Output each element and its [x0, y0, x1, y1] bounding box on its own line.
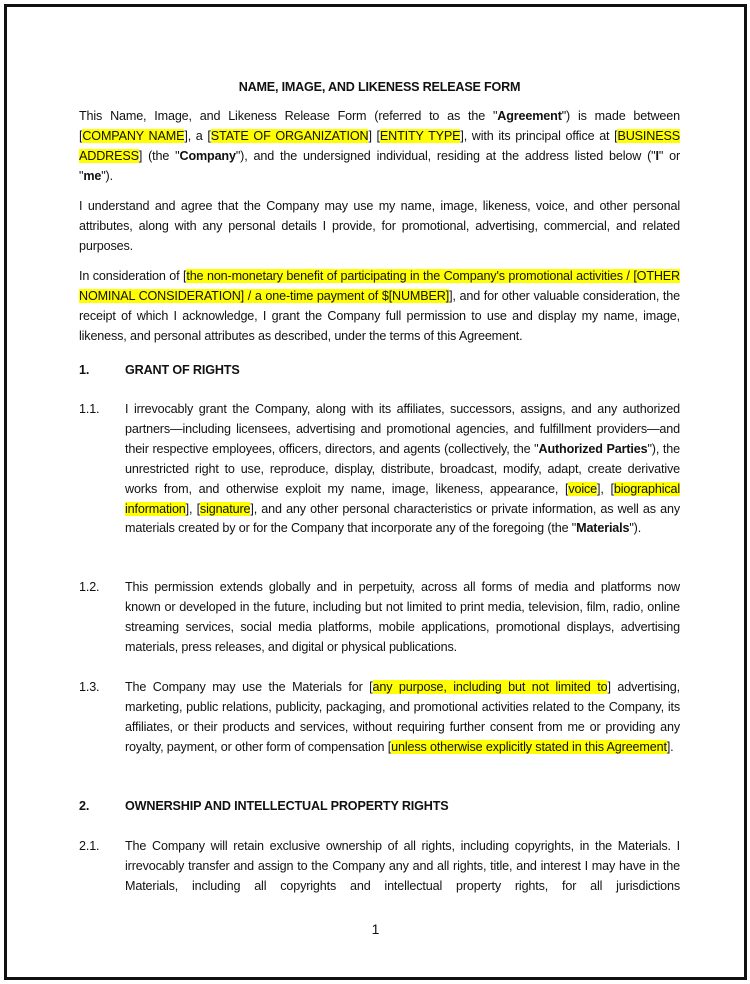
placeholder-voice: voice [568, 481, 598, 496]
text-run: "), the unrestricted right to use, reproduce, display, distribute, broadcast, modify, adapt, create derivative works from, and otherwise exploit my name, image, likeness, appearance, [ [125, 441, 680, 496]
placeholder-company-name: COMPANY NAME [82, 128, 185, 143]
text-run: ] [ [368, 128, 380, 143]
text-run: ], and for other valuable consideration, the receipt of which I acknowledge, I grant the Company full permission to use and display my name, image, likeness, and personal attributes as described, under the terms of this Agreement. [79, 288, 680, 343]
text-run: ], with its principal office at [ [460, 128, 618, 143]
section-title: OWNERSHIP AND INTELLECTUAL PROPERTY RIGHTS [125, 799, 449, 813]
clause-number: 1.1. [79, 402, 100, 416]
document-page [4, 4, 747, 980]
text-run: "). [629, 521, 642, 536]
text-run: The Company may use the Materials for [ [125, 680, 373, 694]
clause-body [125, 400, 680, 539]
intro-paragraph-parties [79, 107, 680, 187]
section-number: 1. [79, 363, 90, 377]
text-run: ], [ [597, 481, 614, 496]
placeholder-business-address: BUSINESS ADDRESS [79, 128, 680, 163]
placeholder-state-of-organization: STATE OF ORGANIZATION [210, 128, 369, 143]
text-run: " or " [79, 148, 681, 183]
clause-body: This permission extends globally and in perpetuity, across all forms of media and platforms now known or developed in the future, including but not limited to print media, television, film, radio, online streaming services, social media platforms, mobile applications, promotional displays, advertising materials, press releases, and digital or physical publications. [125, 580, 680, 654]
text-run: I irrevocably grant the Company, along with its affiliates, successors, assigns, and any authorized partners—including licensees, advertising and promotional agencies, and fulfillment providers—and their respective employees, officers, directors, and agents (collectively, the " [125, 402, 680, 456]
section-title: GRANT OF RIGHTS [125, 363, 240, 377]
placeholder-biographical-information: biographical information [125, 481, 680, 516]
text-run: ] (the " [138, 148, 180, 163]
intro-paragraph-consideration [79, 267, 680, 347]
defined-term-me: me [83, 168, 102, 183]
text-run: "). [101, 168, 113, 183]
text-run: ") is made between [ [79, 109, 680, 143]
clause-number: 1.2. [79, 580, 100, 594]
defined-term-materials: Materials [576, 521, 630, 536]
placeholder-entity-type: ENTITY TYPE [379, 128, 461, 143]
text-run: ], a [ [184, 128, 211, 143]
defined-term-agreement: Agreement [497, 109, 562, 123]
placeholder-consideration: the non-monetary benefit of participating in the Company's promotional activities / [OTHER NOMINAL CONSIDERATION] / a one-time payment of $[NUMBER] [79, 269, 681, 303]
defined-term-i: I [655, 148, 659, 163]
document-title: NAME, IMAGE, AND LIKENESS RELEASE FORM [238, 80, 521, 94]
placeholder-signature: signature [199, 501, 251, 516]
placeholder-unless-stated: unless otherwise explicitly stated in this Agreement [391, 739, 667, 754]
text-run: ]. [666, 739, 674, 754]
text-run: This Name, Image, and Likeness Release Form (referred to as the " [79, 109, 498, 123]
clause-body: The Company will retain exclusive ownership of all rights, including copyrights, in the Materials. I irrevocably transfer and assign to the Company any and all rights, title, and interest I may have in the Materials, including all copyrights and intellectual property rights, for all jurisdictions [125, 839, 680, 893]
clause-number: 1.3. [79, 680, 100, 694]
text-run: ], and any other personal characteristics or private information, as well as any materials created by or for the Company that incorporate any of the foregoing (the " [125, 501, 680, 536]
page-number: 1 [371, 921, 380, 937]
text-run: "), and the undersigned individual, residing at the address listed below (" [235, 148, 656, 163]
defined-term-authorized-parties: Authorized Parties [538, 441, 648, 456]
intro-paragraph-understanding: I understand and agree that the Company may use my name, image, likeness, voice, and other personal attributes, along with any personal details I provide, for promotional, advertising, commercial, and related purposes. [79, 199, 680, 253]
clause-number: 2.1. [79, 839, 100, 853]
text-run: ] advertising, marketing, public relations, publicity, packaging, and promotional activities related to the Company, its affiliates, or their products and services, without requiring further consent from me or providing any royalty, payment, or other form of compensation [ [125, 680, 680, 754]
section-number: 2. [79, 799, 90, 813]
text-run: In consideration of [ [79, 269, 187, 283]
placeholder-purpose: any purpose, including but not limited to [372, 680, 608, 694]
text-run: ], [ [185, 501, 200, 516]
defined-term-company: Company [179, 148, 236, 163]
clause-body [125, 678, 680, 758]
